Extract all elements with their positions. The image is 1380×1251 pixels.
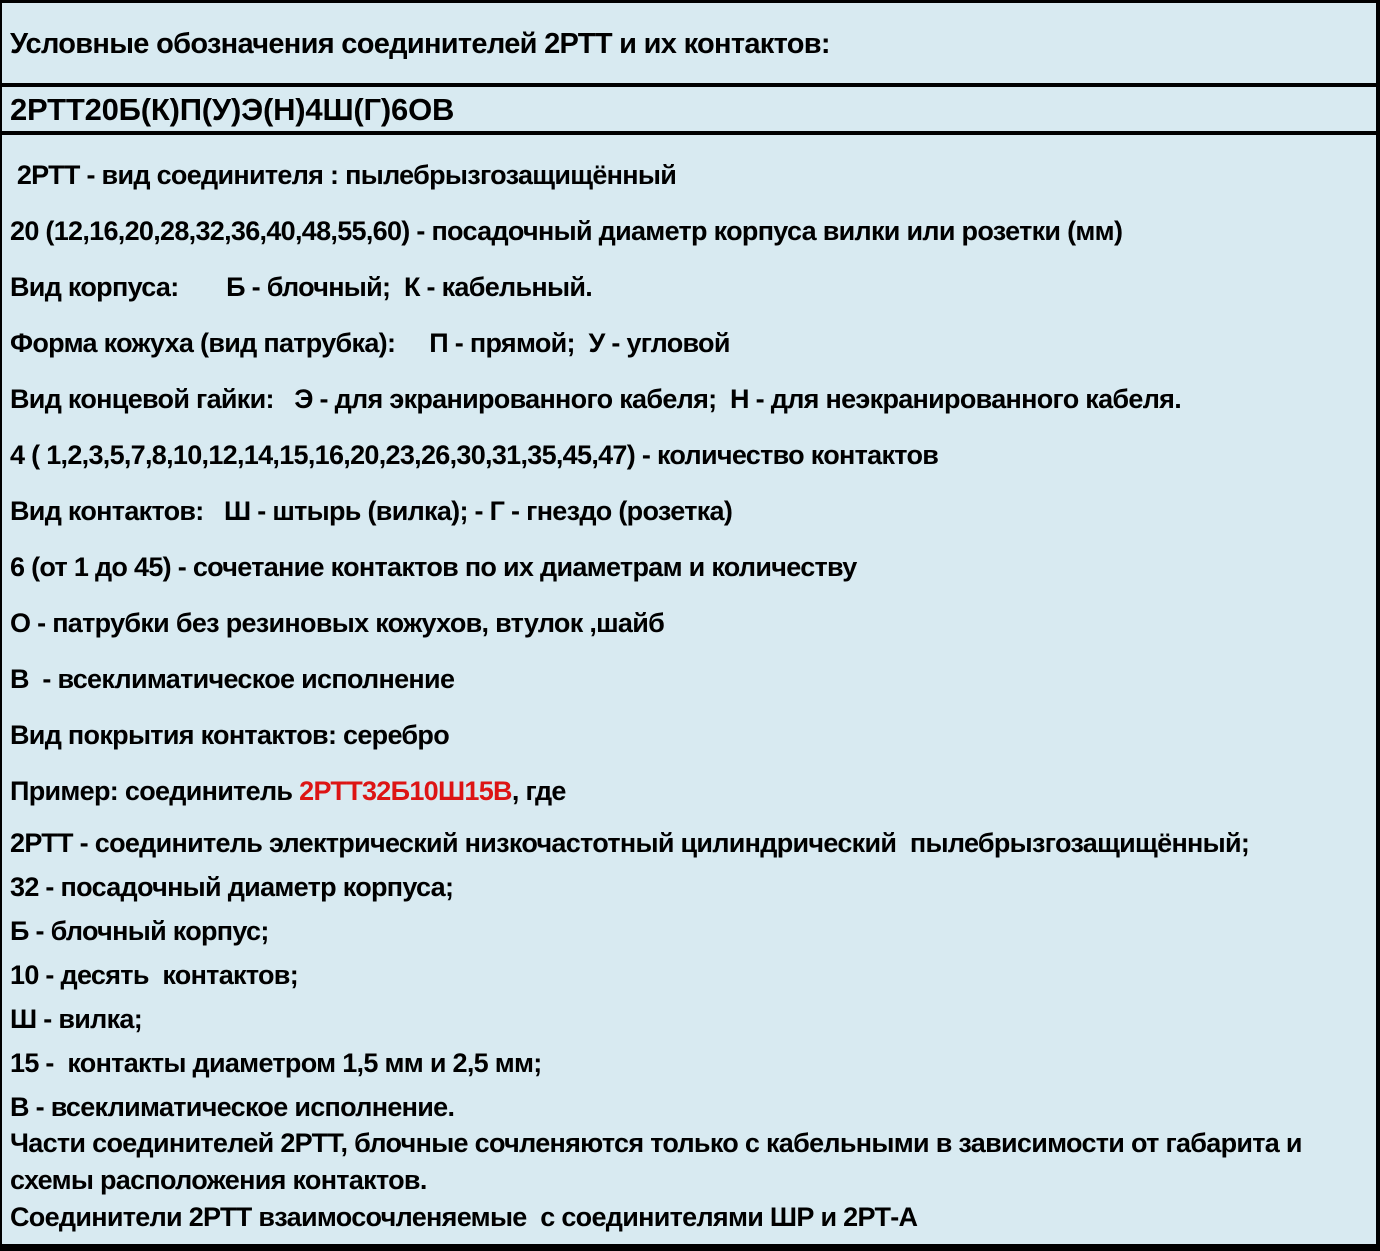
legend-line-diameter: 20 (12,16,20,28,32,36,40,48,55,60) - посадочный диаметр корпуса вилки или розетки (мм) (10, 216, 1123, 246)
note-line-mating-1: Части соединителей 2РТТ, блочные сочленяются только с кабельными в зависимости от габарита и (10, 1128, 1302, 1158)
breakdown-line-diameter: 32 - посадочный диаметр корпуса; (10, 872, 454, 902)
legend-line-connector-type: 2РТТ - вид соединителя : пылебрызгозащищённый (10, 160, 677, 190)
breakdown-line-climate: В - всеклиматическое исполнение. (10, 1092, 455, 1122)
title-row (2, 3, 1376, 83)
document-body (2, 135, 1376, 1233)
legend-line-contact-kind: Вид контактов: Ш - штырь (вилка); - Г - гнездо (розетка) (10, 496, 733, 526)
legend-line-no-rubber: О - патрубки без резиновых кожухов, втулок ,шайб (10, 608, 665, 638)
example-prefix: Пример: соединитель (10, 776, 300, 806)
breakdown-line-connector: 2РТТ - соединитель электрический низкочастотный цилиндрический пылебрызгозащищённый; (10, 828, 1250, 858)
breakdown-line-contacts: 10 - десять контактов; (10, 960, 298, 990)
legend-line-body-kind: Вид корпуса: Б - блочный; К - кабельный. (10, 272, 593, 302)
legend-line-plating: Вид покрытия контактов: серебро (10, 720, 449, 750)
example-part-number: 2РТТ32Б10Ш15В (299, 776, 512, 806)
breakdown-line-plug: Ш - вилка; (10, 1004, 142, 1034)
page-title: Условные обозначения соединителей 2РТТ и их контактов: (10, 28, 830, 60)
legend-line-end-nut: Вид концевой гайки: Э - для экранированного кабеля; Н - для неэкранированного кабеля. (10, 384, 1182, 414)
breakdown-line-contact-diameters: 15 - контакты диаметром 1,5 мм и 2,5 мм; (10, 1048, 542, 1078)
legend-line-contact-count: 4 ( 1,2,3,5,7,8,10,12,14,15,16,20,23,26,30,31,35,45,47) - количество контактов (10, 440, 939, 470)
legend-line-casing-shape: Форма кожуха (вид патрубка): П - прямой; У - угловой (10, 328, 730, 358)
formula-code: 2РТТ20Б(К)П(У)Э(Н)4Ш(Г)6ОВ (10, 92, 455, 127)
example-line (10, 775, 1366, 807)
note-line-compatibility: Соединители 2РТТ взаимосочленяемые с соединителями ШР и 2РТ-А (10, 1202, 918, 1232)
legend-line-contact-combination: 6 (от 1 до 45) - сочетание контактов по их диаметрам и количеству (10, 552, 857, 582)
breakdown-line-body: Б - блочный корпус; (10, 916, 269, 946)
example-suffix: , где (511, 776, 566, 806)
note-line-mating-2: схемы расположения контактов. (10, 1165, 427, 1195)
legend-line-all-climate: В - всеклиматическое исполнение (10, 664, 455, 694)
formula-row (2, 87, 1376, 131)
